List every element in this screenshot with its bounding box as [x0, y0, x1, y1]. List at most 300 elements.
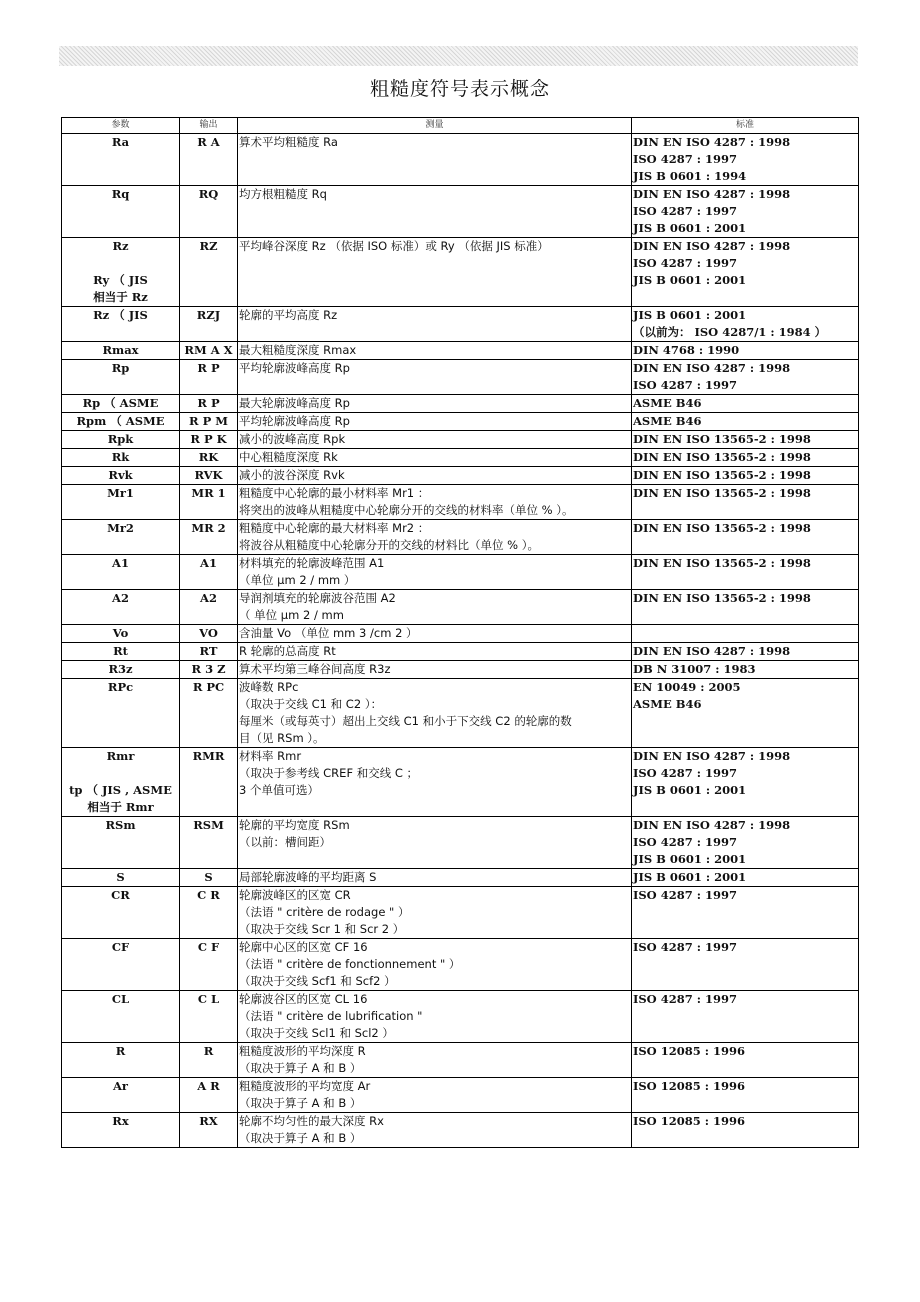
- table-row: [62, 817, 859, 869]
- output-cell-line: RK: [198, 450, 219, 464]
- measurement-cell-line: 粗糙度波形的平均深度 R: [239, 1044, 366, 1058]
- measurement-cell: [238, 134, 632, 186]
- table-row: [62, 555, 859, 590]
- standard-cell-line: DIN EN ISO 4287 : 1998: [633, 818, 791, 832]
- standard-cell-line: EN 10049 : 2005: [633, 680, 741, 694]
- measurement-cell-line: [239, 272, 630, 289]
- standard-cell-line: [633, 730, 857, 747]
- standard-cell-line: [633, 572, 857, 589]
- standard-cell: [632, 625, 859, 643]
- measurement-cell-line: （取决于算子 A 和 B ）: [239, 1061, 362, 1075]
- header-output: 输出: [180, 118, 238, 134]
- param-cell: [62, 869, 180, 887]
- output-cell-line: [181, 1130, 236, 1147]
- measurement-cell-line: [239, 220, 630, 237]
- standard-cell: [632, 449, 859, 467]
- param-cell-line: [63, 502, 178, 519]
- standard-cell-line: ASME B46: [633, 414, 702, 428]
- measurement-cell-line: 导润剂填充的轮廓波谷范围 A2: [239, 591, 396, 605]
- measurement-cell-line: [239, 203, 630, 220]
- standard-cell-line: DIN EN ISO 13565-2 : 1998: [633, 450, 811, 464]
- output-cell-line: [181, 782, 236, 799]
- param-cell-line: Rq: [111, 187, 130, 201]
- output-cell-line: [181, 289, 236, 306]
- standard-cell-line: （以前为： ISO 4287/1 : 1984 ）: [633, 325, 827, 339]
- standard-cell: [632, 1113, 859, 1148]
- output-cell: [180, 643, 238, 661]
- table-row: [62, 520, 859, 555]
- standard-cell-line: [633, 537, 857, 554]
- output-cell: [180, 817, 238, 869]
- param-cell-line: Ra: [111, 135, 130, 149]
- measurement-cell-line: 将突出的波峰从粗糙度中心轮廓分开的交线的材料率（单位 % ）。: [239, 503, 574, 517]
- param-cell-line: [63, 904, 178, 921]
- standard-cell-line: JIS B 0601 : 2001: [633, 870, 747, 884]
- output-cell-line: A1: [200, 556, 217, 570]
- param-cell-line: [63, 1060, 178, 1077]
- measurement-cell-line: 轮廓的平均高度 Rz: [239, 308, 338, 322]
- output-cell: [180, 395, 238, 413]
- output-cell-line: [181, 834, 236, 851]
- param-cell-line: [63, 973, 178, 990]
- measurement-cell-line: 轮廓不均匀性的最大深度 Rx: [239, 1114, 384, 1128]
- output-cell-line: [181, 1095, 236, 1112]
- param-cell-line: [63, 713, 178, 730]
- standard-cell-line: DIN EN ISO 4287 : 1998: [633, 749, 791, 763]
- measurement-cell-line: 轮廓波峰区的区宽 CR: [239, 888, 351, 902]
- standard-cell: [632, 555, 859, 590]
- standard-cell-line: DIN EN ISO 13565-2 : 1998: [633, 486, 811, 500]
- measurement-cell-line: [239, 151, 630, 168]
- param-cell: [62, 590, 180, 625]
- measurement-cell: [238, 307, 632, 342]
- output-cell: [180, 555, 238, 590]
- measurement-cell-line: 轮廓波谷区的区宽 CL 16: [239, 992, 368, 1006]
- output-cell: [180, 485, 238, 520]
- param-cell: [62, 679, 180, 748]
- output-cell-line: [181, 572, 236, 589]
- output-cell-line: C F: [197, 940, 220, 954]
- standard-cell: [632, 307, 859, 342]
- measurement-cell-line: 含油量 Vo （单位 mm 3 /cm 2 ）: [239, 626, 418, 640]
- output-cell: [180, 939, 238, 991]
- output-cell: [180, 991, 238, 1043]
- measurement-cell-line: 将波谷从粗糙度中心轮廓分开的交线的材料比（单位 % ）。: [239, 538, 539, 552]
- output-cell-line: RX: [199, 1114, 218, 1128]
- table-row: [62, 1078, 859, 1113]
- table-row: [62, 467, 859, 485]
- output-cell-line: R P M: [189, 414, 228, 428]
- output-cell: [180, 1078, 238, 1113]
- param-cell: [62, 520, 180, 555]
- output-cell-line: RZJ: [196, 308, 221, 322]
- param-cell-line: CR: [111, 888, 130, 902]
- measurement-cell-line: （取决于交线 Scf1 和 Scf2 ）: [239, 974, 396, 988]
- output-cell-line: [181, 973, 236, 990]
- param-cell-line: [63, 377, 178, 394]
- measurement-cell: [238, 555, 632, 590]
- output-cell-line: RVK: [194, 468, 223, 482]
- measurement-cell: [238, 186, 632, 238]
- param-cell: [62, 485, 180, 520]
- measurement-cell-line: 平均轮廓波峰高度 Rp: [239, 414, 350, 428]
- measurement-cell-line: （法语 " critère de lubrification ": [239, 1009, 423, 1023]
- output-cell-line: RSM: [193, 818, 224, 832]
- header-standard: 标准: [632, 118, 859, 134]
- standard-cell-line: ISO 4287 : 1997: [633, 204, 737, 218]
- output-cell-line: RM A X: [184, 343, 233, 357]
- output-cell-line: S: [204, 870, 213, 884]
- standard-cell: [632, 661, 859, 679]
- table-row: [62, 307, 859, 342]
- measurement-cell-line: 3 个单值可选）: [239, 783, 319, 797]
- measurement-cell-line: 减小的波峰高度 Rpk: [239, 432, 346, 446]
- measurement-cell: [238, 520, 632, 555]
- output-cell-line: R PC: [192, 680, 225, 694]
- measurement-cell-line: （取决于算子 A 和 B ）: [239, 1096, 362, 1110]
- param-cell-line: [63, 956, 178, 973]
- param-cell-line: [63, 921, 178, 938]
- standard-cell-line: JIS B 0601 : 2001: [633, 273, 747, 287]
- measurement-cell-line: （ 单位 μm 2 / mm: [239, 608, 344, 622]
- table-row: [62, 590, 859, 625]
- output-cell-line: R P: [197, 361, 220, 375]
- standard-cell-line: JIS B 0601 : 1994: [633, 169, 747, 183]
- output-cell-line: [181, 607, 236, 624]
- standard-cell-line: DB N 31007 : 1983: [633, 662, 756, 676]
- table-row: [62, 869, 859, 887]
- param-cell-line: [63, 572, 178, 589]
- param-cell-line: [63, 696, 178, 713]
- measurement-cell-line: （取决于交线 Scr 1 和 Scr 2 ）: [239, 922, 405, 936]
- table-row: [62, 431, 859, 449]
- param-cell-line: [63, 324, 178, 341]
- output-cell-line: [181, 168, 236, 185]
- standard-cell-line: [633, 1130, 857, 1147]
- measurement-cell: [238, 449, 632, 467]
- param-cell-line: Rz （ JIS: [93, 308, 148, 322]
- header-band: [59, 46, 858, 66]
- output-cell: [180, 449, 238, 467]
- output-cell-line: [181, 696, 236, 713]
- measurement-cell-line: 轮廓中心区的区宽 CF 16: [239, 940, 368, 954]
- standard-cell-line: ISO 4287 : 1997: [633, 378, 737, 392]
- output-cell-line: [181, 713, 236, 730]
- standard-cell: [632, 1043, 859, 1078]
- output-cell-line: A R: [197, 1079, 220, 1093]
- output-cell-line: [181, 377, 236, 394]
- measurement-cell-line: 算术平均粗糙度 Ra: [239, 135, 338, 149]
- param-cell: [62, 817, 180, 869]
- param-cell-line: Mr2: [107, 521, 134, 535]
- measurement-cell: [238, 238, 632, 307]
- roughness-table: [61, 117, 859, 1148]
- param-cell-line: Rt: [113, 644, 128, 658]
- measurement-cell-line: 均方根粗糙度 Rq: [239, 187, 327, 201]
- standard-cell: [632, 413, 859, 431]
- measurement-cell: [238, 817, 632, 869]
- table-row: [62, 485, 859, 520]
- measurement-cell-line: 局部轮廓波峰的平均距离 S: [239, 870, 377, 884]
- page-title: 粗糙度符号表示概念: [369, 78, 550, 100]
- standard-cell-line: DIN EN ISO 4287 : 1998: [633, 361, 791, 375]
- param-cell-line: A2: [112, 591, 129, 605]
- measurement-cell: [238, 360, 632, 395]
- measurement-cell-line: （取决于交线 C1 和 C2 ）：: [239, 697, 383, 711]
- param-cell: [62, 887, 180, 939]
- standard-cell: [632, 520, 859, 555]
- measurement-cell: [238, 1113, 632, 1148]
- param-cell-line: R: [115, 1044, 126, 1058]
- table-row: [62, 186, 859, 238]
- param-cell-line: Rz: [112, 239, 129, 253]
- param-cell-line: CL: [111, 992, 130, 1006]
- standard-cell: [632, 679, 859, 748]
- standard-cell: [632, 1078, 859, 1113]
- standard-cell-line: ISO 4287 : 1997: [633, 835, 737, 849]
- standard-cell-line: JIS B 0601 : 2001: [633, 308, 747, 322]
- output-cell: [180, 661, 238, 679]
- param-cell: [62, 342, 180, 360]
- measurement-cell-line: （单位 μm 2 / mm ）: [239, 573, 356, 587]
- standard-cell: [632, 238, 859, 307]
- measurement-cell: [238, 590, 632, 625]
- table-header-row: [62, 118, 859, 134]
- standard-cell-line: DIN EN ISO 4287 : 1998: [633, 239, 791, 253]
- output-cell-line: [181, 1008, 236, 1025]
- measurement-cell-line: 目（见 RSm ）。: [239, 731, 325, 745]
- measurement-cell-line: （取决于交线 Scl1 和 Scl2 ）: [239, 1026, 394, 1040]
- param-cell-line: [63, 765, 178, 782]
- param-cell-line: [63, 1095, 178, 1112]
- standard-cell: [632, 590, 859, 625]
- standard-cell-line: [633, 799, 857, 816]
- output-cell-line: C L: [197, 992, 220, 1006]
- standard-cell: [632, 887, 859, 939]
- measurement-cell-line: 中心粗糙度深度 Rk: [239, 450, 338, 464]
- param-cell-line: Rmax: [102, 343, 139, 357]
- standard-cell-line: [633, 713, 857, 730]
- standard-cell-line: DIN EN ISO 4287 : 1998: [633, 644, 791, 658]
- standard-cell-line: JIS B 0601 : 2001: [633, 783, 747, 797]
- param-cell-line: 相当于 Rz: [93, 290, 148, 304]
- param-cell-line: [63, 1025, 178, 1042]
- output-cell: [180, 625, 238, 643]
- measurement-cell-line: 轮廓的平均宽度 RSm: [239, 818, 350, 832]
- measurement-cell-line: 粗糙度中心轮廓的最大材料率 Mr2 ：: [239, 521, 430, 535]
- measurement-cell-line: 粗糙度波形的平均宽度 Ar: [239, 1079, 371, 1093]
- measurement-cell: [238, 342, 632, 360]
- standard-cell: [632, 748, 859, 817]
- output-cell: [180, 1113, 238, 1148]
- output-cell: [180, 1043, 238, 1078]
- standard-cell-line: JIS B 0601 : 2001: [633, 852, 747, 866]
- param-cell-line: CF: [111, 940, 130, 954]
- measurement-cell-line: 最大粗糙度深度 Rmax: [239, 343, 357, 357]
- measurement-cell-line: [239, 168, 630, 185]
- param-cell-line: R3z: [108, 662, 133, 676]
- measurement-cell-line: （法语 " critère de rodage " ）: [239, 905, 410, 919]
- param-cell-line: A1: [112, 556, 129, 570]
- output-cell: [180, 307, 238, 342]
- param-cell-line: tp （ JIS , ASME: [69, 783, 172, 797]
- standard-cell-line: ISO 12085 : 1996: [633, 1079, 745, 1093]
- param-cell: [62, 661, 180, 679]
- standard-cell-line: [633, 289, 857, 306]
- output-cell-line: MR 1: [191, 486, 226, 500]
- param-cell-line: [63, 220, 178, 237]
- output-cell-line: R P K: [190, 432, 227, 446]
- param-cell: [62, 625, 180, 643]
- measurement-cell: [238, 939, 632, 991]
- table-row: [62, 360, 859, 395]
- measurement-cell: [238, 467, 632, 485]
- header-param: 参数: [62, 118, 180, 134]
- output-cell: [180, 431, 238, 449]
- param-cell: [62, 748, 180, 817]
- output-cell-line: [181, 220, 236, 237]
- measurement-cell: [238, 1043, 632, 1078]
- param-cell-line: [63, 1008, 178, 1025]
- table-row: [62, 342, 859, 360]
- output-cell-line: R 3 Z: [191, 662, 226, 676]
- measurement-cell-line: （取决于参考线 CREF 和交线 C ；: [239, 766, 419, 780]
- standard-cell-line: [633, 502, 857, 519]
- output-cell-line: [181, 730, 236, 747]
- table-row: [62, 449, 859, 467]
- output-cell-line: RT: [199, 644, 218, 658]
- measurement-cell: [238, 485, 632, 520]
- measurement-cell: [238, 661, 632, 679]
- table-row: [62, 238, 859, 307]
- output-cell-line: [181, 502, 236, 519]
- measurement-cell-line: 波峰数 RPc: [239, 680, 299, 694]
- output-cell-line: [181, 1025, 236, 1042]
- param-cell-line: Vo: [112, 626, 129, 640]
- param-cell-line: RSm: [105, 818, 136, 832]
- param-cell-line: [63, 537, 178, 554]
- standard-cell-line: [633, 625, 857, 642]
- param-cell: [62, 238, 180, 307]
- output-cell-line: VO: [199, 626, 218, 640]
- table-row: [62, 661, 859, 679]
- param-cell: [62, 395, 180, 413]
- standard-cell-line: ASME B46: [633, 396, 702, 410]
- standard-cell-line: ASME B46: [633, 697, 702, 711]
- table-body: [62, 134, 859, 1148]
- output-cell: [180, 520, 238, 555]
- standard-cell-line: DIN EN ISO 13565-2 : 1998: [633, 468, 811, 482]
- measurement-cell-line: （法语 " critère de fonctionnement " ）: [239, 957, 461, 971]
- param-cell-line: Mr1: [107, 486, 134, 500]
- output-cell: [180, 238, 238, 307]
- param-cell-line: [63, 834, 178, 851]
- param-cell: [62, 1113, 180, 1148]
- param-cell-line: Rx: [112, 1114, 129, 1128]
- standard-cell: [632, 342, 859, 360]
- param-cell-line: Ry （ JIS: [93, 273, 148, 287]
- param-cell-line: [63, 255, 178, 272]
- output-cell: [180, 467, 238, 485]
- standard-cell-line: DIN EN ISO 13565-2 : 1998: [633, 591, 811, 605]
- standard-cell-line: [633, 956, 857, 973]
- measurement-cell-line: [239, 377, 630, 394]
- measurement-cell-line: [239, 324, 630, 341]
- standard-cell-line: [633, 607, 857, 624]
- table-row: [62, 679, 859, 748]
- measurement-cell-line: [239, 289, 630, 306]
- table-row: [62, 748, 859, 817]
- output-cell: [180, 413, 238, 431]
- standard-cell-line: ISO 12085 : 1996: [633, 1114, 745, 1128]
- standard-cell: [632, 395, 859, 413]
- measurement-cell: [238, 869, 632, 887]
- param-cell-line: Rp （ ASME: [82, 396, 159, 410]
- param-cell-line: RPc: [107, 680, 134, 694]
- measurement-cell-line: [239, 851, 630, 868]
- param-cell: [62, 186, 180, 238]
- standard-cell-line: [633, 904, 857, 921]
- standard-cell-line: [633, 1008, 857, 1025]
- standard-cell-line: DIN EN ISO 13565-2 : 1998: [633, 521, 811, 535]
- output-cell-line: R A: [197, 135, 220, 149]
- output-cell-line: [181, 151, 236, 168]
- param-cell: [62, 431, 180, 449]
- output-cell: [180, 342, 238, 360]
- param-cell-line: S: [116, 870, 125, 884]
- param-cell-line: Ar: [113, 1079, 128, 1093]
- standard-cell: [632, 643, 859, 661]
- measurement-cell-line: 平均峰谷深度 Rz （依据 ISO 标准）或 Ry （依据 JIS 标准）: [239, 239, 549, 253]
- param-cell: [62, 307, 180, 342]
- standard-cell: [632, 360, 859, 395]
- param-cell: [62, 1043, 180, 1078]
- table-row: [62, 395, 859, 413]
- measurement-cell-line: 平均轮廓波峰高度 Rp: [239, 361, 350, 375]
- standard-cell-line: DIN 4768 : 1990: [633, 343, 740, 357]
- param-cell-line: [63, 730, 178, 747]
- standard-cell-line: ISO 12085 : 1996: [633, 1044, 745, 1058]
- output-cell-line: RQ: [198, 187, 219, 201]
- param-cell: [62, 360, 180, 395]
- measurement-cell-line: 算术平均第三峰谷间高度 R3z: [239, 662, 391, 676]
- standard-cell-line: DIN EN ISO 13565-2 : 1998: [633, 432, 811, 446]
- measurement-cell: [238, 643, 632, 661]
- measurement-cell-line: R 轮廓的总高度 Rt: [239, 644, 336, 658]
- param-cell: [62, 643, 180, 661]
- measurement-cell-line: 材料率 Rmr: [239, 749, 302, 763]
- table-row: [62, 413, 859, 431]
- param-cell-line: Rpk: [107, 432, 134, 446]
- measurement-cell-line: 粗糙度中心轮廓的最小材料率 Mr1 ：: [239, 486, 430, 500]
- measurement-cell: [238, 887, 632, 939]
- table-row: [62, 134, 859, 186]
- output-cell-line: [181, 799, 236, 816]
- param-cell-line: [63, 607, 178, 624]
- table-row: [62, 643, 859, 661]
- measurement-cell-line: 最大轮廓波峰高度 Rp: [239, 396, 350, 410]
- table-row: [62, 1113, 859, 1148]
- output-cell-line: [181, 765, 236, 782]
- output-cell: [180, 134, 238, 186]
- output-cell-line: RZ: [199, 239, 218, 253]
- measurement-cell-line: 材料填充的轮廓波峰范围 A1: [239, 556, 385, 570]
- standard-cell-line: [633, 973, 857, 990]
- standard-cell: [632, 467, 859, 485]
- param-cell-line: [63, 151, 178, 168]
- output-cell-line: [181, 324, 236, 341]
- measurement-cell: [238, 413, 632, 431]
